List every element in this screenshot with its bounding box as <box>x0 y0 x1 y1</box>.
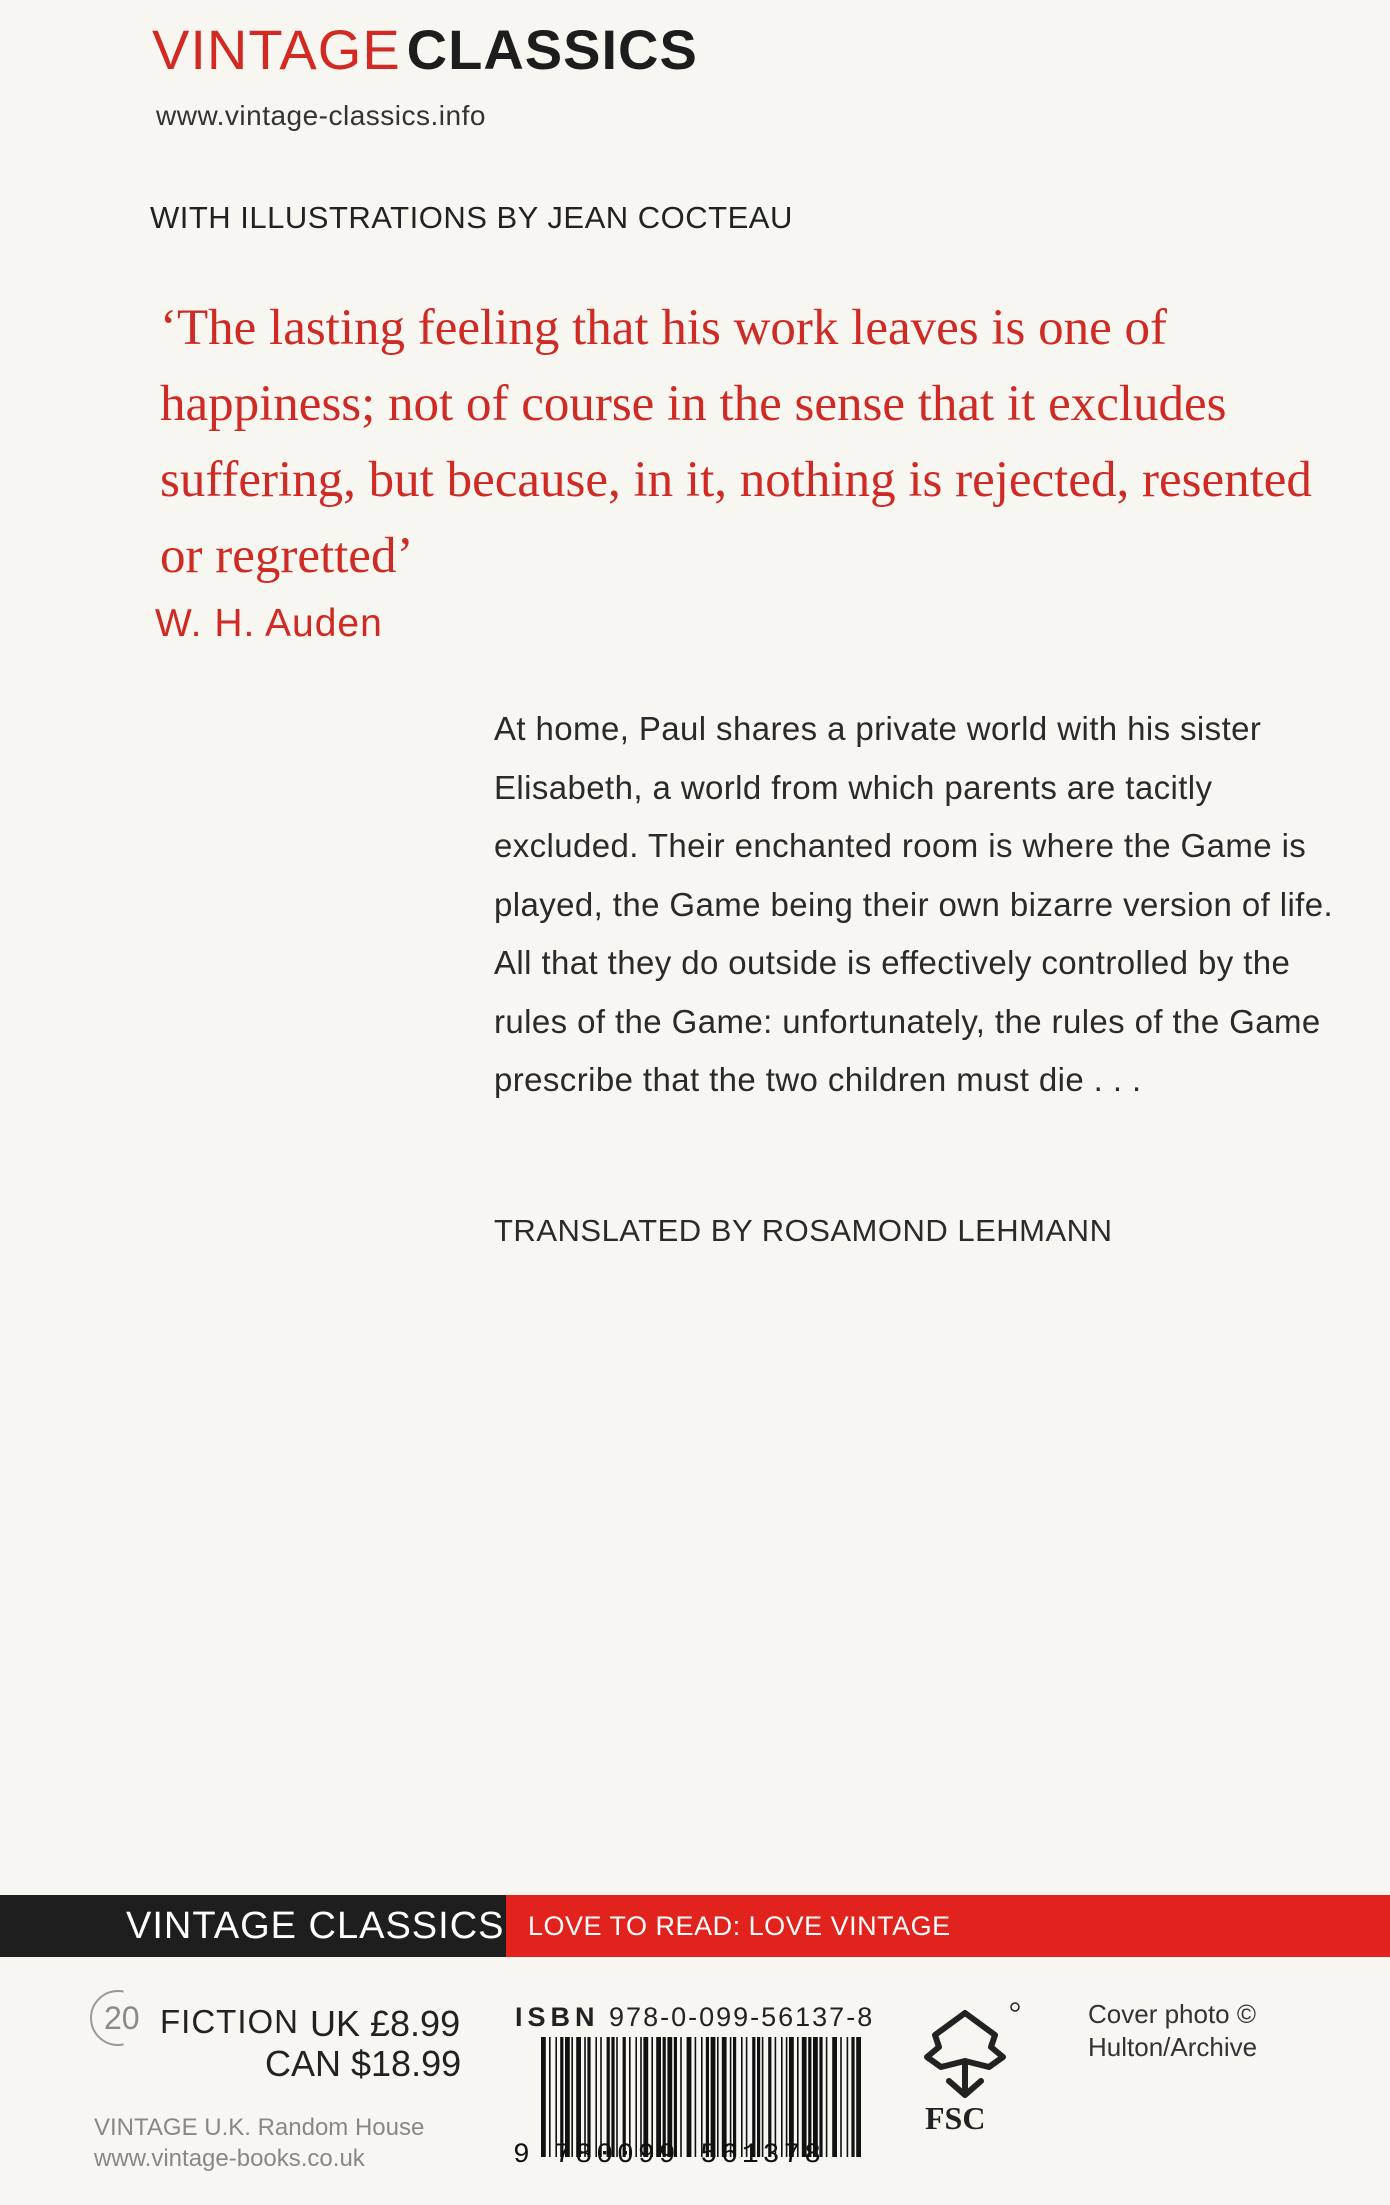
book-blurb: At home, Paul shares a private world with his sister Elisabeth, a world from which parents are tacitly excluded. Their enchanted room is where the Game is played, the Game being their own bizarre version of life. All that they do outside is effectively controlled by the rules of the Game: unfortunately, the rules of the Game prescribe that the two children must die . . . <box>494 710 1334 1098</box>
translator-credit: TRANSLATED BY ROSAMOND LEHMANN <box>494 1213 1113 1248</box>
cover-photo-credit <box>1088 1998 1257 2064</box>
series-band-title: VINTAGE CLASSICS <box>0 1895 506 1957</box>
publisher-info <box>94 2112 424 2174</box>
isbn-number: 978-0-099-56137-8 <box>609 2002 875 2032</box>
isbn-line <box>515 2002 874 2033</box>
series-band <box>0 1895 1390 1957</box>
uk-price: UK £8.99 <box>310 2003 461 2044</box>
brand-vintage: VINTAGE <box>152 18 401 81</box>
review-quote: ‘The lasting feeling that his work leaves is one of happiness; not of course in the sense that it excludes suffering, but because, in it, nothing is rejected, resented or regretted’ <box>160 300 1312 584</box>
credit-line-1: Cover photo © <box>1088 1999 1257 2029</box>
isbn-label: ISBN <box>515 2002 600 2032</box>
anniversary-number: 20 <box>104 2000 140 2036</box>
barcode-digits: 9 780099 561378 <box>513 2140 826 2171</box>
brand-url: www.vintage-classics.info <box>156 100 486 131</box>
barcode-icon <box>541 2037 861 2157</box>
illustrations-credit: WITH ILLUSTRATIONS BY JEAN COCTEAU <box>150 200 793 235</box>
publisher-url: www.vintage-books.co.uk <box>94 2145 365 2172</box>
can-price: CAN $18.99 <box>265 2043 462 2084</box>
publisher-name: VINTAGE U.K. Random House <box>94 2114 425 2141</box>
fsc-label: FSC <box>925 2100 986 2136</box>
brand-classics: CLASSICS <box>406 18 698 81</box>
genre-label: FICTION <box>160 2003 299 2040</box>
quote-author: W. H. Auden <box>155 602 383 645</box>
series-band-slogan: LOVE TO READ: LOVE VINTAGE <box>506 1895 1390 1957</box>
credit-line-2: Hulton/Archive <box>1088 2032 1258 2062</box>
brand-logo <box>152 18 698 81</box>
